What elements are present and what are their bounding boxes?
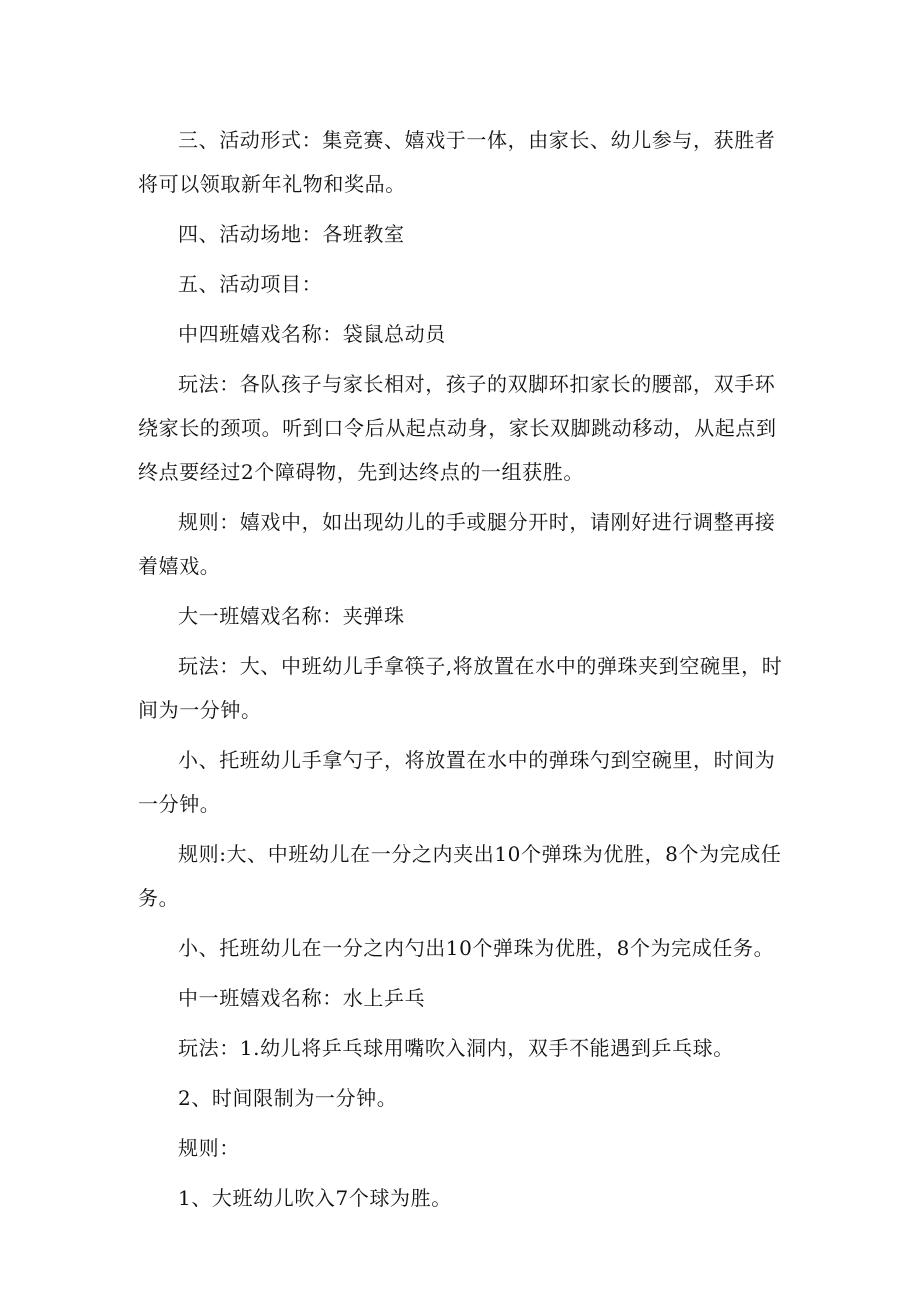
- paragraph-activity-form: 三、活动形式：集竞赛、嬉戏于一体，由家长、幼儿参与，获胜者将可以领取新年礼物和奖品。: [138, 128, 776, 196]
- paragraph-pingpong-rule-1: 1、大班幼儿吹入7个球为胜。: [178, 1186, 452, 1210]
- paragraph-pingpong-rules-heading: 规则：: [178, 1136, 240, 1160]
- paragraph-marbles-how-to-play-younger: 小、托班幼儿手拿勺子，将放置在水中的弹珠勺到空碗里，时间为一分钟。: [138, 748, 776, 816]
- paragraph-activity-items: 五、活动项目：: [178, 272, 323, 296]
- paragraph-kangaroo-rules: 规则：嬉戏中，如出现幼儿的手或腿分开时，请刚好进行调整再接着嬉戏。: [138, 510, 776, 578]
- paragraph-marbles-rules-older: 规则:大、中班幼儿在一分之内夹出10个弹珠为优胜，8个为完成任务。: [138, 842, 782, 910]
- paragraph-game-name-marbles: 大一班嬉戏名称：夹弹珠: [178, 604, 405, 628]
- paragraph-pingpong-how-to-play: 玩法：1.幼儿将乒乓球用嘴吹入洞内，双手不能遇到乒乓球。: [178, 1036, 734, 1060]
- paragraph-game-name-pingpong: 中一班嬉戏名称：水上乒乓: [178, 986, 426, 1010]
- paragraph-game-name-kangaroo: 中四班嬉戏名称：袋鼠总动员: [178, 322, 446, 346]
- paragraph-marbles-rules-younger: 小、托班幼儿在一分之内勺出10个弹珠为优胜，8个为完成任务。: [178, 936, 775, 960]
- paragraph-kangaroo-how-to-play: 玩法：各队孩子与家长相对，孩子的双脚环扣家长的腰部，双手环绕家长的颈项。听到口令后从起点动身，家长双脚跳动移动，从起点到终点要经过2个障碍物，先到达终点的一组获胜。: [138, 372, 777, 484]
- paragraph-marbles-how-to-play-older: 玩法：大、中班幼儿手拿筷子,将放置在水中的弹珠夹到空碗里，时间为一分钟。: [138, 654, 783, 722]
- paragraph-pingpong-time-limit: 2、时间限制为一分钟。: [178, 1086, 398, 1110]
- paragraph-activity-venue: 四、活动场地：各班教室: [178, 222, 405, 246]
- document-body: [138, 118, 788, 1220]
